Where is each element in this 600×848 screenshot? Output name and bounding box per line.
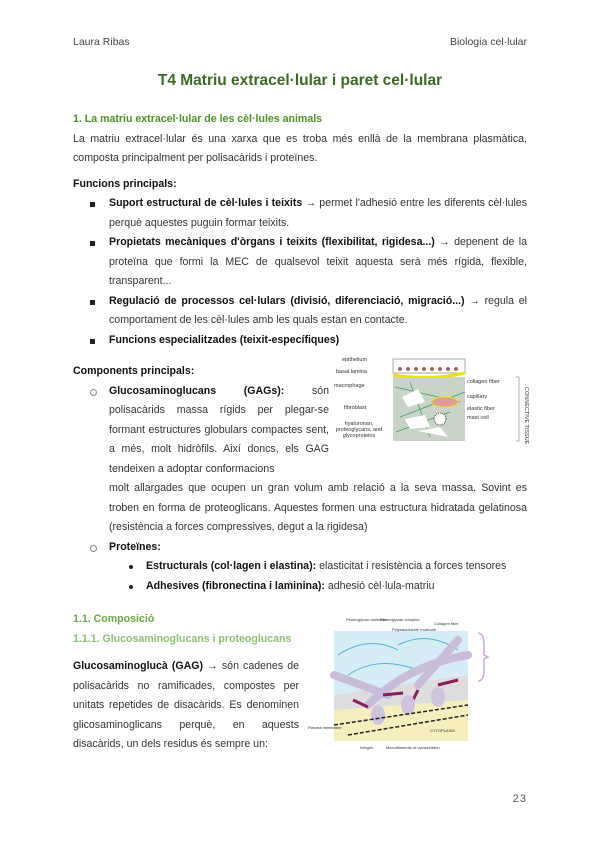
proteins-label: Proteïnes: <box>109 540 161 553</box>
components-label: Components principals: <box>73 365 195 377</box>
figure-label: mast cell <box>467 415 489 421</box>
item-text: → regula el comportament de les cèl·lules amb les quals estan en contacte. <box>109 294 528 326</box>
list-item <box>73 557 527 577</box>
item-bold: Regulació de processos cel·lulars (divisió, diferenciació, migració...) <box>109 294 465 307</box>
figure-label: Proteoglycan complex <box>380 617 420 622</box>
list-item <box>73 233 527 292</box>
proteoglycan-figure <box>308 615 530 755</box>
figure-label: Polysaccharide molecule <box>392 627 437 632</box>
item-text: → depenent de la proteïna que formi la MEC de qualsevol teixit aquesta serà més rígida, flexible, transparent... <box>109 236 527 287</box>
functions-label: Funcions principals: <box>73 177 177 190</box>
subsection-heading: 1.1. Composició <box>73 613 155 625</box>
figure-label: Proteoglycan molecule <box>346 617 387 622</box>
figure-label: CYTOPLASM <box>430 728 455 733</box>
gag-paragraph <box>73 657 299 755</box>
list-item <box>73 194 527 233</box>
figure-label: fibroblast <box>344 405 367 411</box>
item-text: → permet l'adhesió entre les diferents cèl·lules perquè aquestes puguin formar teixits. <box>109 197 527 229</box>
para-text: → són cadenes de polisacàrids no ramificades, compostes per unitats repetides de disacàrids. Es denominen glicosaminoglicans perquè, en aquests disacàrids, un dels residus és sempre un: <box>73 660 299 750</box>
figure-label: hyaluronan, proteoglycans, and glycoproteins <box>335 421 383 439</box>
item-text: elasticitat i resistència a forces tensores <box>316 560 507 572</box>
figure-label: elastic fiber <box>467 406 495 412</box>
intro-paragraph: La matriu extracel·lular és una xarxa que es troba més enllà de la membrana plasmàtica, composta principalment per polisacàrids i proteïnes. <box>73 132 527 164</box>
list-item <box>73 577 527 597</box>
figure-label: CONNECTIVE TISSUE <box>523 387 529 445</box>
header-author: Laura Ribas <box>73 36 130 48</box>
page-title: T4 Matriu extracel·lular i paret cel·lular <box>157 72 443 89</box>
figure-label: macrophage <box>334 383 365 389</box>
item-bold: Suport estructural de cèl·lules i teixits <box>109 197 303 209</box>
item-text: adhesió cèl·lula-matriu <box>324 579 435 592</box>
item-bold: Estructurals (col·lagen i elastina): <box>146 560 317 572</box>
list-item <box>73 292 527 331</box>
header-subject: Biologia cel·lular <box>449 36 527 48</box>
figure-label: basal lamina <box>336 369 367 375</box>
item-bold: Adhesives (fibronectina i laminina): <box>146 579 325 592</box>
page-number: 23 <box>512 793 527 805</box>
gag-continuation: molt allargades que ocupen un gran volum amb relació a la seva massa. Sovint es troben en forma de proteoglicans. Aquestes formen una estructura hidratada gelatinosa (resistència a forces compressives, degut a la rigidesa) <box>109 482 527 533</box>
list-item <box>73 331 527 351</box>
functions-list <box>73 194 527 350</box>
section-1 <box>73 110 527 350</box>
connective-tissue-figure <box>330 357 530 445</box>
figure-label: collagen fiber <box>467 379 500 385</box>
figure-label: capillary <box>467 394 488 400</box>
gag-item <box>73 382 329 480</box>
figure-label: Collagen fiber <box>434 621 459 626</box>
figure-label: Plasma membrane <box>308 725 342 730</box>
figure-label: epithelium <box>342 357 368 363</box>
subsubsection-heading: 1.1.1. Glucosaminoglucans i proteoglucans <box>73 632 292 645</box>
figure-label: Integrin <box>360 745 374 750</box>
item-bold: Glucosaminoglucans (GAGs): <box>109 384 285 397</box>
proteins-list <box>73 557 527 596</box>
item-bold: Funcions especialitzades (teixit-específiques) <box>109 333 340 346</box>
section-heading: 1. La matriu extracel·lular de les cèl·lules animals <box>73 113 323 125</box>
item-bold: Propietats mecàniques d'òrgans i teixits (flexibilitat, rigidesa...) <box>109 236 435 248</box>
para-bold: Glucosaminoglucà (GAG) <box>73 660 204 672</box>
figure-label: Microfilaments of cytoskeleton <box>386 745 440 750</box>
item-text: són polisacàrids massa rígids per plegar-se formant estructures globulars compactes sent, a més, molt hidròfils. Així doncs, els GAG tendeixen a adoptar conformacions <box>109 384 329 475</box>
